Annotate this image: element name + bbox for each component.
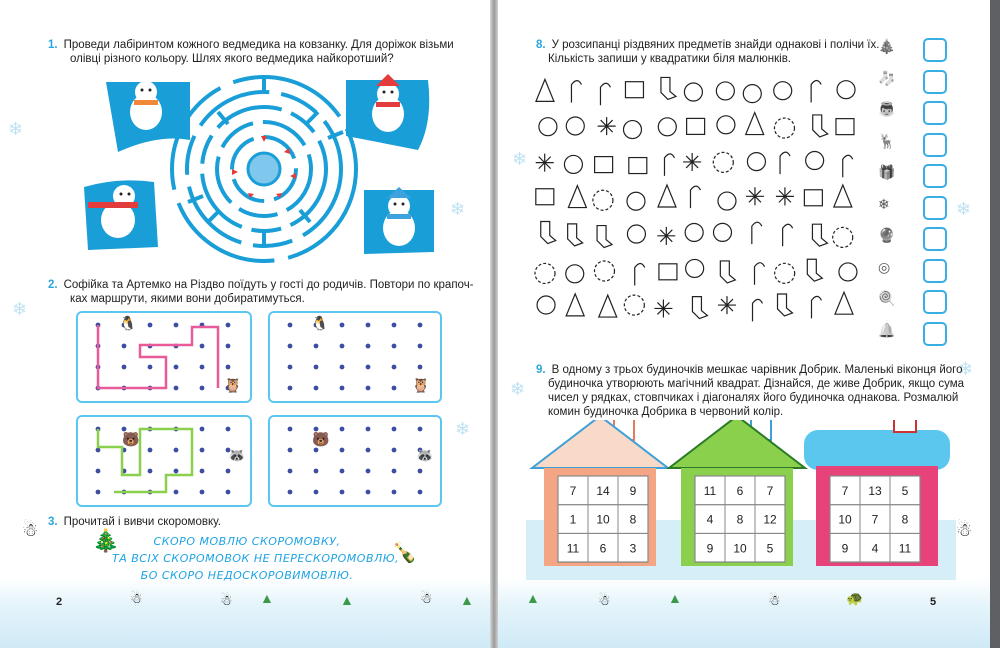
tree-icon xyxy=(746,113,764,135)
route-dot xyxy=(148,469,153,474)
page-number: 5 xyxy=(930,596,937,608)
route-dot xyxy=(418,344,423,349)
gift-icon xyxy=(629,158,647,174)
route-dot xyxy=(392,448,397,453)
cane-icon xyxy=(843,155,853,177)
route-dot xyxy=(148,323,153,328)
window-number: 7 xyxy=(766,484,774,498)
window-number: 9 xyxy=(629,484,637,498)
star-icon xyxy=(657,227,675,245)
route-dot xyxy=(314,448,319,453)
route-dot xyxy=(340,365,345,370)
task-number: 2. xyxy=(48,279,58,291)
champagne-icon: 🍾 xyxy=(392,542,417,564)
snowflake-icon: ❄ xyxy=(510,379,526,399)
answer-box[interactable] xyxy=(923,227,947,251)
star-icon xyxy=(776,187,794,205)
tree-icon: ▲ xyxy=(460,592,474,608)
window-number: 13 xyxy=(868,484,882,498)
turtle-icon: 🐢 xyxy=(846,590,864,606)
route-dots xyxy=(270,417,440,505)
snowman-icon: ☃ xyxy=(22,520,39,540)
window-number: 10 xyxy=(596,512,610,527)
wreath-icon: ◎ xyxy=(878,258,891,275)
wreath-icon xyxy=(775,263,795,283)
window-number: 7 xyxy=(841,484,849,498)
route-line xyxy=(98,325,218,388)
ornament-icon xyxy=(717,116,735,134)
route-dot xyxy=(340,469,345,474)
window-number: 1 xyxy=(569,512,577,527)
skating-rink xyxy=(248,153,280,185)
candy-cane-icon: 🍭 xyxy=(878,290,896,306)
snowman-icon: ☃ xyxy=(956,520,973,540)
route-dot xyxy=(392,323,397,328)
gift-icon: 🎁 xyxy=(878,164,896,180)
cane-icon xyxy=(783,224,793,246)
gift-icon xyxy=(836,119,854,135)
snowflake-icon: ❄ xyxy=(12,299,28,319)
owl-icon: 🦉 xyxy=(224,377,242,393)
window-number: 6 xyxy=(599,541,607,556)
route-dot xyxy=(366,344,371,349)
bell-icon xyxy=(747,153,765,171)
stocking-icon: 🧦 xyxy=(878,69,896,86)
ornament-icon: 🔮 xyxy=(878,227,896,243)
window-number: 14 xyxy=(596,484,610,498)
snowflake-icon: ❄ xyxy=(958,359,974,379)
stocking-icon xyxy=(778,294,793,316)
stocking-icon xyxy=(541,222,556,244)
snowman-icon: ☃ xyxy=(130,590,143,606)
window-number: 9 xyxy=(841,541,849,556)
route-dot xyxy=(174,469,179,474)
window-number: 10 xyxy=(733,541,747,556)
answer-box[interactable] xyxy=(923,133,947,157)
window-number: 12 xyxy=(763,512,777,527)
roof xyxy=(532,420,668,468)
task-text: ках маршрути, якими вони добиратимуться. xyxy=(70,293,305,305)
route-box xyxy=(268,415,442,507)
gift-icon xyxy=(687,118,705,134)
route-dot xyxy=(366,386,371,391)
route-dot xyxy=(340,344,345,349)
house xyxy=(669,420,805,566)
cane-icon xyxy=(753,299,763,321)
tree-icon: ▲ xyxy=(668,590,682,606)
tongue-twister-line: ТА ВСІХ СКОРОМОВОК НЕ ПЕРЕСКОРОМОВЛЮ, xyxy=(112,552,400,565)
cane-icon xyxy=(780,152,790,174)
house xyxy=(804,420,950,566)
tree-icon: ▲ xyxy=(260,590,274,606)
route-dot xyxy=(288,448,293,453)
wreath-icon xyxy=(624,295,644,315)
route-dot xyxy=(392,386,397,391)
route-dot xyxy=(314,386,319,391)
gift-icon xyxy=(536,189,554,205)
ornament-icon xyxy=(718,192,736,210)
wreath-icon xyxy=(774,118,794,138)
route-dot xyxy=(392,344,397,349)
task-2 xyxy=(48,278,474,306)
window-number: 11 xyxy=(566,541,580,556)
book-spine xyxy=(490,0,498,648)
route-dot xyxy=(288,323,293,328)
ornament-icon xyxy=(839,263,857,281)
cane-icon xyxy=(635,263,645,285)
bell-icon xyxy=(685,223,703,241)
stocking-icon xyxy=(568,224,583,246)
route-dot xyxy=(96,469,101,474)
house xyxy=(532,420,668,566)
stocking-icon xyxy=(807,259,822,281)
route-dot xyxy=(392,365,397,370)
route-dot xyxy=(96,490,101,495)
christmas-items-scatter xyxy=(528,72,868,332)
task-text: Кількість запиши у квадратики біля малюнків. xyxy=(548,53,792,65)
chimney xyxy=(894,420,916,432)
route-dot xyxy=(314,490,319,495)
route-dot xyxy=(366,448,371,453)
route-dot xyxy=(288,469,293,474)
snowflake-icon: ❄ xyxy=(878,195,890,212)
star-icon xyxy=(536,154,554,172)
tree-icon xyxy=(599,295,617,317)
task-text: комин будиночка Добрика в червоний колір. xyxy=(548,406,784,418)
route-dot xyxy=(418,490,423,495)
task-number: 1. xyxy=(48,39,58,51)
snow-decoration xyxy=(498,578,990,648)
route-dot xyxy=(288,386,293,391)
route-dot xyxy=(392,490,397,495)
gift-icon xyxy=(625,82,643,98)
raccoon-icon: 🦝 xyxy=(228,447,246,463)
route-dot xyxy=(288,427,293,432)
answer-box[interactable] xyxy=(923,164,947,188)
snowman-icon: ☃ xyxy=(220,592,233,608)
task-text: Проведи лабіринтом кожного ведмедика на ковзанку. Для доріжок візьми xyxy=(63,39,454,51)
ornament-icon xyxy=(537,296,555,314)
route-dot xyxy=(314,469,319,474)
route-dot xyxy=(340,427,345,432)
christmas-decor-icon: 🎄 xyxy=(92,528,120,553)
route-dot xyxy=(314,344,319,349)
ornament-icon xyxy=(684,83,702,101)
penguin-icon: 🐧 xyxy=(311,315,329,331)
answer-box[interactable] xyxy=(923,290,947,314)
route-dot xyxy=(200,490,205,495)
task-text: У розсипанці різдвяних предметів знайди однакові і полічи їх. xyxy=(551,39,880,51)
maze-illustration xyxy=(78,72,450,272)
penguin-icon: 🐧 xyxy=(119,315,137,331)
task-number: 3. xyxy=(48,516,58,528)
route-dot xyxy=(392,469,397,474)
route-dot xyxy=(314,365,319,370)
route-dot xyxy=(174,386,179,391)
window-number: 5 xyxy=(766,541,774,556)
window-number: 4 xyxy=(706,512,714,527)
wreath-icon xyxy=(833,227,853,247)
tree-icon xyxy=(568,186,586,208)
window-number: 3 xyxy=(629,541,637,556)
route-dot xyxy=(340,386,345,391)
ornament-icon xyxy=(716,82,734,100)
window-number: 11 xyxy=(703,484,717,498)
task-text: будиночка утворюють магічний квадрат. Дізнайся, де живе Добрик, якщо сума xyxy=(548,378,965,390)
snowman-icon: ☃ xyxy=(768,592,781,608)
wreath-icon xyxy=(593,190,613,210)
route-dot xyxy=(226,365,231,370)
route-dot xyxy=(366,490,371,495)
route-dot xyxy=(288,365,293,370)
left-page xyxy=(0,0,490,648)
route-dot xyxy=(288,344,293,349)
ornament-icon xyxy=(623,121,641,139)
snowflake-icon: ❄ xyxy=(8,119,24,139)
stocking-icon xyxy=(813,115,828,137)
snowflake-icon: ❄ xyxy=(956,199,972,219)
route-dot xyxy=(200,469,205,474)
route-dot xyxy=(366,365,371,370)
route-dot xyxy=(418,365,423,370)
stocking-icon xyxy=(692,297,707,319)
route-line xyxy=(98,429,192,492)
window-number: 5 xyxy=(901,484,909,498)
star-icon xyxy=(718,296,736,314)
tree-icon xyxy=(566,294,584,316)
wreath-icon xyxy=(535,263,555,283)
answer-box[interactable] xyxy=(923,70,947,94)
bell-icon xyxy=(774,82,792,100)
stocking-icon xyxy=(597,226,612,248)
route-dot xyxy=(148,448,153,453)
bell-icon xyxy=(806,152,824,170)
route-dot xyxy=(200,365,205,370)
star-icon xyxy=(654,299,672,317)
task-text: В одному з трьох будиночків мешкає чарівник Добрик. Маленькі віконця його xyxy=(551,364,963,376)
cane-icon xyxy=(571,81,581,103)
task-text: Прочитай і вивчи скоромовку. xyxy=(63,516,221,528)
route-dots xyxy=(78,417,250,505)
route-dot xyxy=(340,490,345,495)
snowman-icon: ☃ xyxy=(420,590,433,606)
cane-icon xyxy=(811,81,821,103)
ornament-icon xyxy=(539,118,557,136)
cane-icon xyxy=(755,263,765,285)
route-dot xyxy=(148,365,153,370)
task-text: Софійка та Артемко на Різдво поїдуть у гості до родичів. Повтори по крапоч- xyxy=(63,279,474,291)
answer-box[interactable] xyxy=(923,38,947,62)
snowflake-icon: ❄ xyxy=(455,419,471,439)
ornament-icon xyxy=(658,118,676,136)
window-number: 9 xyxy=(706,541,714,556)
route-dot xyxy=(418,469,423,474)
houses-illustration xyxy=(526,420,956,580)
tongue-twister-line: БО СКОРО НЕДОСКОРОВИМОВЛЮ. xyxy=(140,569,354,582)
route-box xyxy=(76,311,252,403)
ornament-icon xyxy=(566,117,584,135)
window-number: 7 xyxy=(871,512,879,527)
task-3 xyxy=(48,515,221,529)
bell-icon xyxy=(566,265,584,283)
route-box xyxy=(76,415,252,507)
ornament-icon xyxy=(837,81,855,99)
route-dot xyxy=(340,323,345,328)
route-dot xyxy=(288,490,293,495)
stocking-icon xyxy=(661,77,676,99)
page-number: 2 xyxy=(56,596,63,608)
window-number: 6 xyxy=(736,484,744,498)
bell-icon: 🔔 xyxy=(878,321,896,338)
reindeer-icon: 🦌 xyxy=(878,132,896,149)
route-dot xyxy=(122,365,127,370)
route-dot xyxy=(174,365,179,370)
ornament-icon xyxy=(627,192,645,210)
route-dot xyxy=(366,469,371,474)
route-dot xyxy=(366,323,371,328)
route-dot xyxy=(200,448,205,453)
bear-icon: 🐻 xyxy=(122,431,140,447)
answer-box[interactable] xyxy=(923,101,947,125)
wreath-icon xyxy=(594,261,614,281)
window-number: 8 xyxy=(736,512,744,527)
roof xyxy=(804,430,950,470)
star-icon xyxy=(683,153,701,171)
task-1 xyxy=(48,38,454,66)
route-dot xyxy=(96,448,101,453)
angel-icon: 👼 xyxy=(878,101,896,117)
window-number: 7 xyxy=(569,484,577,498)
route-dot xyxy=(174,490,179,495)
snowman-icon: ☃ xyxy=(598,592,611,608)
task-8 xyxy=(536,38,879,66)
tree-icon xyxy=(536,79,554,101)
route-dot xyxy=(174,323,179,328)
snowflake-icon: ❄ xyxy=(450,199,466,219)
gift-icon xyxy=(804,190,822,206)
route-dot xyxy=(200,427,205,432)
tongue-twister xyxy=(112,533,400,584)
route-dot xyxy=(226,469,231,474)
tree-icon xyxy=(658,185,676,207)
answer-box[interactable] xyxy=(923,322,947,346)
tree-icon xyxy=(834,185,852,207)
route-dot xyxy=(340,448,345,453)
route-dot xyxy=(200,386,205,391)
route-dot xyxy=(418,323,423,328)
tree-icon xyxy=(835,292,853,314)
ornament-icon xyxy=(564,155,582,173)
right-page xyxy=(498,0,990,648)
gift-icon xyxy=(595,157,613,173)
cane-icon xyxy=(812,296,822,318)
tree-icon: ▲ xyxy=(340,592,354,608)
tongue-twister-line: СКОРО МОВЛЮ СКОРОМОВКУ, xyxy=(153,535,341,548)
route-box xyxy=(268,311,442,403)
gift-icon xyxy=(659,264,677,280)
bell-icon xyxy=(627,225,645,243)
route-dot xyxy=(418,427,423,432)
answer-box[interactable] xyxy=(923,259,947,283)
route-dot xyxy=(226,344,231,349)
cane-icon xyxy=(690,186,700,208)
stocking-icon xyxy=(720,261,735,283)
window-number: 8 xyxy=(629,512,637,527)
cane-icon xyxy=(752,222,762,244)
route-dot xyxy=(392,427,397,432)
owl-icon: 🦉 xyxy=(412,377,430,393)
task-9 xyxy=(536,363,964,419)
star-icon xyxy=(598,117,616,135)
route-dot xyxy=(226,323,231,328)
stocking-icon xyxy=(812,224,827,246)
route-dot xyxy=(122,344,127,349)
route-dot xyxy=(200,344,205,349)
window-number: 8 xyxy=(901,512,909,527)
ornament-icon xyxy=(713,223,731,241)
window-number: 11 xyxy=(898,541,912,556)
window-number: 10 xyxy=(838,512,852,527)
wreath-icon xyxy=(713,152,733,172)
route-dot xyxy=(174,448,179,453)
route-dot xyxy=(226,490,231,495)
tree-icon: 🎄 xyxy=(878,38,896,54)
task-number: 8. xyxy=(536,39,546,51)
cane-icon xyxy=(600,83,610,105)
bell-icon xyxy=(686,259,704,277)
roof xyxy=(669,420,805,468)
snow-decoration xyxy=(0,578,490,648)
raccoon-icon: 🦝 xyxy=(416,447,434,463)
route-dot xyxy=(226,427,231,432)
cane-icon xyxy=(664,154,674,176)
star-icon xyxy=(746,187,764,205)
bear-icon: 🐻 xyxy=(312,431,330,447)
task-number: 9. xyxy=(536,364,546,376)
bell-icon xyxy=(743,85,761,103)
task-text: чисел у рядках, стовпчиках і діагоналях його будиночка однакова. Розмалюй xyxy=(548,392,959,404)
route-dot xyxy=(366,427,371,432)
window-number: 4 xyxy=(871,541,879,556)
answer-box[interactable] xyxy=(923,196,947,220)
snowflake-icon: ❄ xyxy=(512,149,528,169)
tree-icon: ▲ xyxy=(526,590,540,606)
task-text: олівці різного кольору. Шлях якого ведмедика найкоротший? xyxy=(70,53,394,65)
